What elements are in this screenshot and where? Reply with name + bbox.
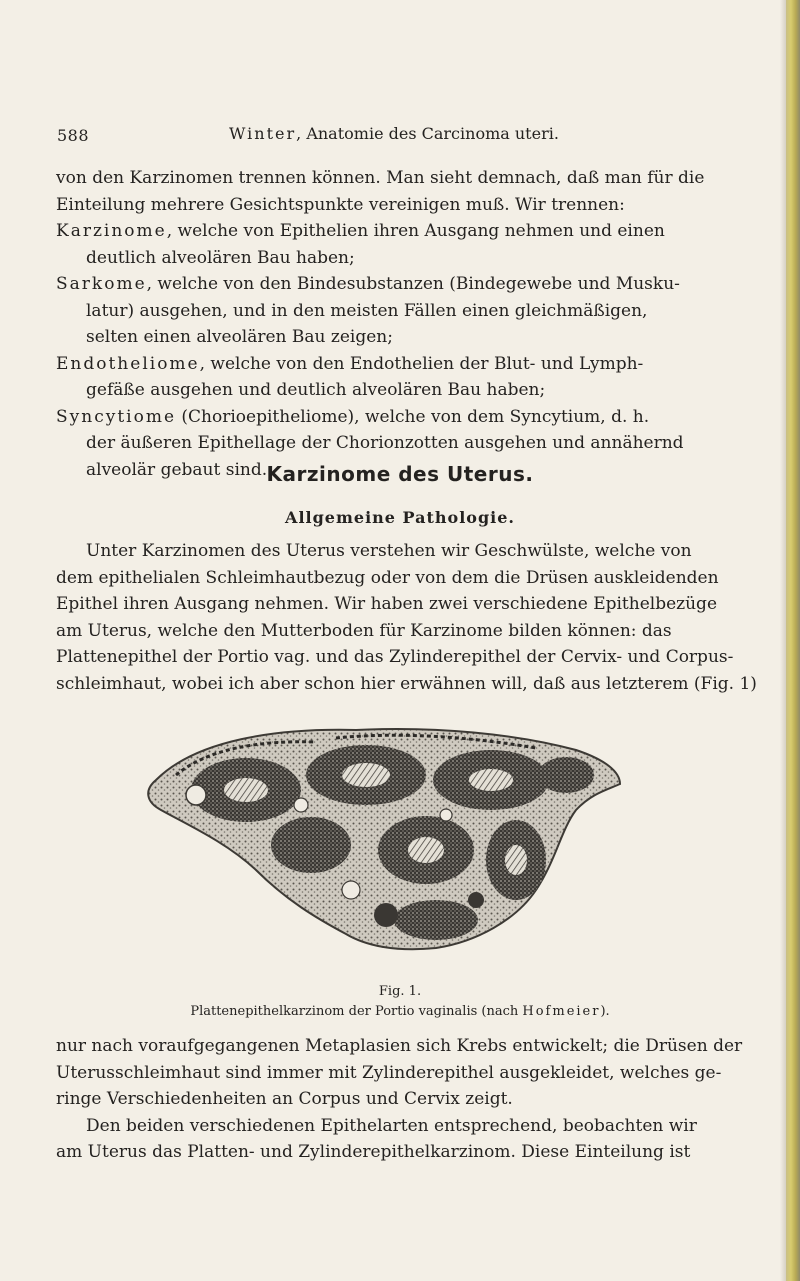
book-spine-edge — [786, 0, 800, 1281]
definition-sarkome — [56, 271, 740, 351]
figure-caption-author: Hofmeier — [522, 1004, 601, 1019]
definition-text: selten einen alveolären Bau zeigen; — [86, 327, 393, 347]
definition-list — [56, 218, 740, 483]
running-title — [229, 124, 559, 143]
definition-text: , welche von Epithelien ihren Ausgang nehmen und einen — [166, 221, 665, 241]
text-line: Epithel ihren Ausgang nehmen. Wir haben zwei verschiedene Epithelbezüge — [56, 594, 717, 614]
histology-figure — [136, 720, 622, 952]
text-line: am Uterus, welche den Mutterboden für Karzinome bilden können: das — [56, 620, 672, 641]
text-line: Den beiden verschiedenen Epithelarten entsprechend, beobachten wir — [86, 1115, 697, 1136]
text-line: am Uterus das Platten- und Zylinderepithelkarzinom. Diese Einteilung ist — [56, 1142, 691, 1162]
body-paragraph-1 — [56, 538, 757, 697]
definition-text: (Chorioepitheliome), welche von dem Syncytium, d. h. — [176, 406, 650, 427]
histology-micrograph-illustration — [136, 720, 622, 952]
intro-paragraph — [56, 165, 740, 218]
definition-text: deutlich alveolären Bau haben; — [86, 247, 355, 268]
body-paragraph-2 — [56, 1033, 743, 1166]
definition-text: der äußeren Epithellage der Chorionzotten ausgehen und annähernd — [86, 433, 684, 453]
definition-term: Karzinome — [56, 221, 167, 241]
text-line: ringe Verschiedenheiten an Corpus und Cervix zeigt. — [56, 1089, 513, 1109]
text-line: Uterusschleimhaut sind immer mit Zylinderepithel ausgekleidet, welches ge- — [56, 1062, 722, 1083]
definition-karzinome — [56, 218, 740, 271]
text-line: Unter Karzinomen des Uterus verstehen wir Geschwülste, welche von — [86, 541, 692, 561]
definition-term: Sarkome — [56, 274, 147, 294]
running-author: Winter — [229, 124, 297, 143]
page-number: 588 — [57, 126, 90, 145]
definition-text: gefäße ausgehen und deutlich alveolären Bau haben; — [86, 380, 546, 400]
figure-caption — [0, 982, 800, 1022]
subsection-heading: Allgemeine Pathologie. — [285, 508, 515, 527]
definition-term: Endotheliome — [56, 353, 200, 374]
text-line: nur nach voraufgegangenen Metaplasien sich Krebs entwickelt; die Drüsen der — [56, 1036, 743, 1056]
text-line: Einteilung mehrere Gesichtspunkte vereinigen muß. Wir trennen: — [56, 194, 625, 215]
definition-text: alveolär gebaut sind. — [86, 459, 268, 480]
figure-caption-text: Plattenepithelkarzinom der Portio vaginalis (nach Hofmeier). — [190, 1004, 610, 1019]
definition-text: , welche von den Endothelien der Blut- und Lymph- — [199, 353, 644, 374]
text-line: dem epithelialen Schleimhautbezug oder von dem die Drüsen auskleidenden — [56, 567, 719, 588]
definition-text: , welche von den Bindesubstanzen (Bindegewebe und Musku- — [146, 274, 680, 294]
definition-endotheliome — [56, 351, 740, 404]
text-line: schleimhaut, wobei ich aber schon hier erwähnen will, daß aus letzterem (Fig. 1) — [56, 673, 757, 694]
text-line: Plattenepithel der Portio vag. und das Zylinderepithel der Cervix- und Corpus- — [56, 647, 734, 667]
running-title-text: , Anatomie des Carcinoma uteri. — [296, 124, 559, 143]
running-header — [0, 124, 800, 148]
definition-text: latur) ausgehen, und in den meisten Fällen einen gleichmäßigen, — [86, 300, 648, 321]
definition-term: Syncytiome — [56, 406, 177, 427]
section-heading: Karzinome des Uterus. — [266, 462, 534, 486]
figure-number: Fig. 1. — [378, 984, 422, 999]
text-line: von den Karzinomen trennen können. Man sieht demnach, daß man für die — [56, 168, 705, 188]
